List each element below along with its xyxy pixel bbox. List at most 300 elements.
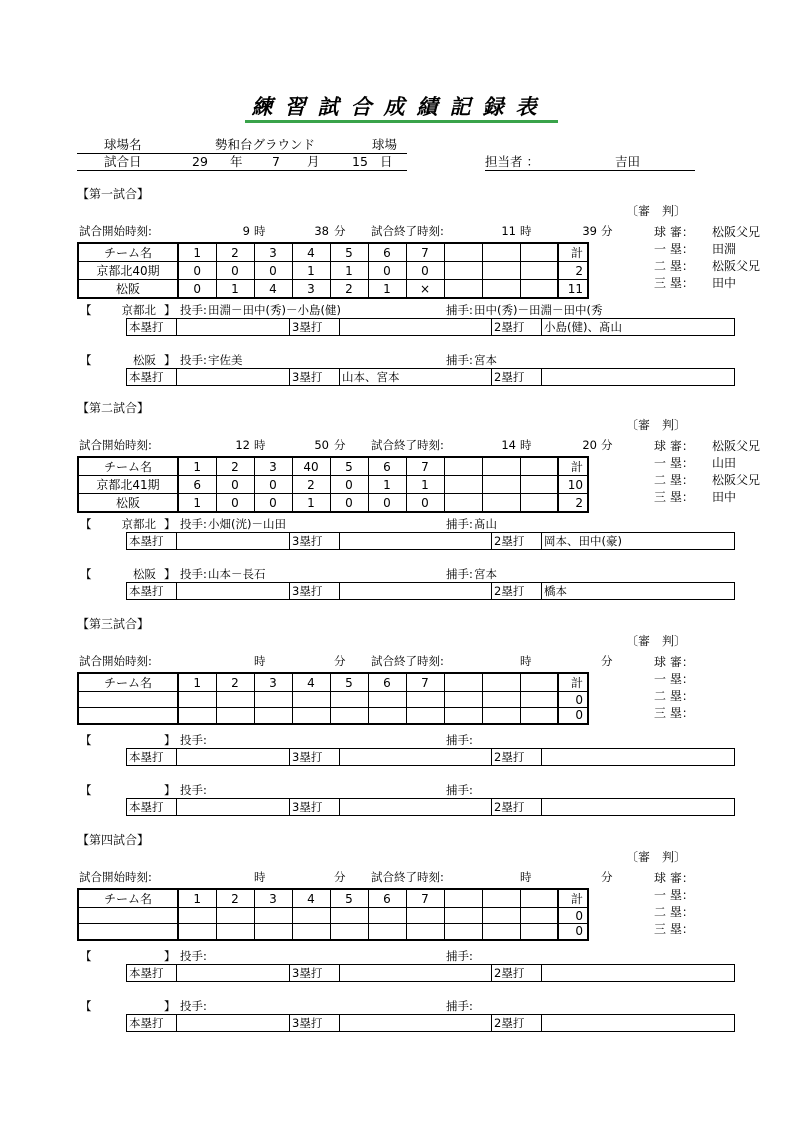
date-month-unit: 月 bbox=[307, 154, 320, 169]
team-total: 2 bbox=[558, 494, 588, 513]
inning-number: 40 bbox=[292, 457, 330, 476]
end-hour: 14 bbox=[501, 438, 516, 452]
minute-unit: 分 bbox=[601, 654, 613, 668]
double-players bbox=[542, 369, 735, 386]
home-umpire-label: 球 審： bbox=[654, 225, 694, 239]
title-underline bbox=[245, 120, 558, 123]
inning-score: 0 bbox=[178, 280, 216, 299]
team-name bbox=[78, 708, 178, 724]
pitcher-label: 投手: bbox=[180, 949, 207, 963]
end-hour: 11 bbox=[501, 224, 516, 238]
hits-table bbox=[126, 1014, 735, 1032]
inning-score bbox=[444, 908, 482, 924]
pitcher-label: 投手: bbox=[180, 517, 207, 531]
inning-score: × bbox=[406, 280, 444, 299]
pitchers: 山本－長石 bbox=[208, 567, 266, 581]
start-minute: 38 bbox=[314, 224, 329, 238]
catcher-label: 捕手: bbox=[446, 353, 473, 367]
double-players bbox=[542, 965, 735, 982]
home-umpire-label: 球 審： bbox=[654, 871, 694, 885]
catchers: 宮本 bbox=[474, 353, 497, 367]
end-minute: 39 bbox=[582, 224, 597, 238]
pitcher-label: 投手: bbox=[180, 353, 207, 367]
inning-number: 3 bbox=[254, 457, 292, 476]
minute-unit: 分 bbox=[334, 438, 346, 452]
team-name: 京都北40期 bbox=[78, 262, 178, 280]
start-hour: 12 bbox=[235, 438, 250, 452]
inning-number: 7 bbox=[406, 457, 444, 476]
inning-score bbox=[520, 262, 558, 280]
inning-score bbox=[406, 908, 444, 924]
double-players: 橋本 bbox=[542, 583, 735, 600]
inning-number: 6 bbox=[368, 889, 406, 908]
inning-number bbox=[482, 889, 520, 908]
inning-score: 1 bbox=[368, 476, 406, 494]
catchers: 田中(秀)－田淵－田中(秀 bbox=[474, 303, 603, 317]
manager-underline bbox=[485, 170, 695, 171]
inning-score: 4 bbox=[254, 280, 292, 299]
date-label: 試合日 bbox=[104, 154, 142, 169]
inning-score bbox=[368, 708, 406, 724]
start-time-label: 試合開始時刻: bbox=[79, 224, 152, 238]
home-umpire: 松阪父兄 bbox=[712, 439, 761, 453]
team-name bbox=[78, 908, 178, 924]
venue-value: 勢和台グラウンド bbox=[215, 137, 316, 152]
triple-label: 3塁打 bbox=[290, 319, 340, 336]
team-total: 0 bbox=[558, 692, 588, 708]
triple-players bbox=[340, 583, 492, 600]
game-section bbox=[0, 834, 800, 1044]
manager-label: 担当者 ： bbox=[485, 154, 539, 169]
hits-row bbox=[127, 1015, 735, 1032]
inning-number: 3 bbox=[254, 889, 292, 908]
first-umpire: 田淵 bbox=[712, 242, 737, 256]
team-name bbox=[78, 692, 178, 708]
inning-number: 5 bbox=[330, 457, 368, 476]
inning-score bbox=[368, 692, 406, 708]
inning-score bbox=[520, 280, 558, 299]
end-time-label: 試合終了時刻: bbox=[371, 438, 444, 452]
double-players bbox=[542, 799, 735, 816]
inning-score bbox=[292, 708, 330, 724]
inning-score bbox=[292, 924, 330, 940]
date-underline bbox=[77, 170, 407, 171]
umpire-title: 〔審 判〕 bbox=[626, 204, 687, 218]
pitcher-label: 投手: bbox=[180, 733, 207, 747]
game-title: 【第三試合】 bbox=[77, 617, 150, 631]
inning-score bbox=[482, 262, 520, 280]
inning-score bbox=[482, 924, 520, 940]
triple-players bbox=[340, 319, 492, 336]
triple-label: 3塁打 bbox=[290, 965, 340, 982]
end-time-label: 試合終了時刻: bbox=[371, 224, 444, 238]
inning-number: 2 bbox=[216, 457, 254, 476]
start-time-label: 試合開始時刻: bbox=[79, 870, 152, 884]
home-run-players bbox=[177, 1015, 290, 1032]
triple-players bbox=[340, 749, 492, 766]
third-umpire: 田中 bbox=[712, 276, 737, 290]
hour-unit: 時 bbox=[254, 224, 266, 238]
home-umpire: 松阪父兄 bbox=[712, 225, 761, 239]
inning-score: 1 bbox=[292, 262, 330, 280]
team-row bbox=[78, 494, 588, 513]
team-total: 0 bbox=[558, 708, 588, 724]
second-umpire-label: 二 塁： bbox=[654, 689, 694, 703]
team-row bbox=[78, 924, 588, 940]
triple-label: 3塁打 bbox=[290, 799, 340, 816]
inning-score bbox=[482, 494, 520, 513]
inning-score bbox=[216, 692, 254, 708]
date-day: 15 bbox=[352, 154, 368, 169]
team-name: 松阪 bbox=[78, 494, 178, 513]
minute-unit: 分 bbox=[334, 870, 346, 884]
inning-score bbox=[254, 908, 292, 924]
third-umpire-label: 三 塁： bbox=[654, 706, 694, 720]
bracket-open: 【 bbox=[80, 517, 92, 531]
inning-score bbox=[216, 708, 254, 724]
game-section bbox=[0, 188, 800, 398]
inning-number: 4 bbox=[292, 889, 330, 908]
home-run-players bbox=[177, 533, 290, 550]
inning-number bbox=[444, 889, 482, 908]
team-name: 京都北41期 bbox=[78, 476, 178, 494]
inning-score bbox=[406, 708, 444, 724]
hour-unit: 時 bbox=[520, 870, 532, 884]
scoreboard bbox=[77, 888, 589, 941]
team-name-header: チーム名 bbox=[78, 243, 178, 262]
bracket-open: 【 bbox=[80, 733, 92, 747]
inning-number: 2 bbox=[216, 889, 254, 908]
inning-header-row bbox=[78, 673, 588, 692]
team-total: 11 bbox=[558, 280, 588, 299]
inning-score: 0 bbox=[216, 262, 254, 280]
triple-players bbox=[340, 799, 492, 816]
home-run-label: 本塁打 bbox=[127, 749, 177, 766]
total-header: 計 bbox=[558, 673, 588, 692]
inning-score: 0 bbox=[368, 494, 406, 513]
hits-row bbox=[127, 369, 735, 386]
home-run-label: 本塁打 bbox=[127, 965, 177, 982]
hour-unit: 時 bbox=[520, 438, 532, 452]
double-label: 2塁打 bbox=[492, 1015, 542, 1032]
inning-number: 2 bbox=[216, 673, 254, 692]
inning-number bbox=[520, 673, 558, 692]
team-row bbox=[78, 476, 588, 494]
inning-score bbox=[178, 692, 216, 708]
game-section bbox=[0, 618, 800, 828]
inning-number bbox=[444, 457, 482, 476]
minute-unit: 分 bbox=[601, 224, 613, 238]
manager-value: 吉田 bbox=[615, 154, 641, 169]
inning-header-row bbox=[78, 889, 588, 908]
inning-score bbox=[216, 908, 254, 924]
inning-score bbox=[330, 708, 368, 724]
bracket-open: 【 bbox=[80, 567, 92, 581]
inning-score bbox=[444, 476, 482, 494]
first-umpire-label: 一 塁： bbox=[654, 672, 694, 686]
bracket-close: 】 bbox=[164, 733, 176, 747]
scoreboard bbox=[77, 456, 589, 513]
team-total: 10 bbox=[558, 476, 588, 494]
triple-label: 3塁打 bbox=[290, 533, 340, 550]
inning-score: 3 bbox=[292, 280, 330, 299]
pitcher-label: 投手: bbox=[180, 783, 207, 797]
pitchers: 小畑(洸)－山田 bbox=[208, 517, 286, 531]
battery-team: 京都北 bbox=[121, 303, 156, 317]
team-row bbox=[78, 908, 588, 924]
team-name-header: チーム名 bbox=[78, 673, 178, 692]
hour-unit: 時 bbox=[520, 654, 532, 668]
inning-score: 6 bbox=[178, 476, 216, 494]
inning-score: 1 bbox=[292, 494, 330, 513]
inning-number: 4 bbox=[292, 673, 330, 692]
inning-score: 0 bbox=[254, 476, 292, 494]
hour-unit: 時 bbox=[520, 224, 532, 238]
inning-header-row bbox=[78, 243, 588, 262]
inning-score bbox=[520, 692, 558, 708]
home-run-players bbox=[177, 799, 290, 816]
triple-players bbox=[340, 965, 492, 982]
home-run-label: 本塁打 bbox=[127, 369, 177, 386]
second-umpire: 松阪父兄 bbox=[712, 473, 761, 487]
bracket-close: 】 bbox=[164, 783, 176, 797]
start-time-label: 試合開始時刻: bbox=[79, 654, 152, 668]
catchers: 宮本 bbox=[474, 567, 497, 581]
double-label: 2塁打 bbox=[492, 533, 542, 550]
home-run-players bbox=[177, 965, 290, 982]
team-row bbox=[78, 708, 588, 724]
double-label: 2塁打 bbox=[492, 965, 542, 982]
date-year: 29 bbox=[192, 154, 208, 169]
inning-header-row bbox=[78, 457, 588, 476]
game-title: 【第一試合】 bbox=[77, 187, 150, 201]
double-players: 岡本、田中(豪) bbox=[542, 533, 735, 550]
first-umpire-label: 一 塁： bbox=[654, 888, 694, 902]
hour-unit: 時 bbox=[254, 654, 266, 668]
total-header: 計 bbox=[558, 457, 588, 476]
inning-score: 0 bbox=[254, 262, 292, 280]
team-name-header: チーム名 bbox=[78, 457, 178, 476]
team-row bbox=[78, 280, 588, 299]
team-row bbox=[78, 692, 588, 708]
inning-number: 6 bbox=[368, 673, 406, 692]
catcher-label: 捕手: bbox=[446, 733, 473, 747]
third-umpire-label: 三 塁： bbox=[654, 490, 694, 504]
inning-score: 1 bbox=[368, 280, 406, 299]
bracket-close: 】 bbox=[164, 999, 176, 1013]
battery-team: 京都北 bbox=[121, 517, 156, 531]
game-title: 【第四試合】 bbox=[77, 833, 150, 847]
minute-unit: 分 bbox=[334, 224, 346, 238]
inning-number: 1 bbox=[178, 673, 216, 692]
home-run-players bbox=[177, 319, 290, 336]
second-umpire-label: 二 塁： bbox=[654, 259, 694, 273]
inning-score bbox=[330, 692, 368, 708]
triple-label: 3塁打 bbox=[290, 749, 340, 766]
hits-row bbox=[127, 583, 735, 600]
hour-unit: 時 bbox=[254, 438, 266, 452]
inning-score bbox=[520, 924, 558, 940]
inning-number: 7 bbox=[406, 673, 444, 692]
home-run-players bbox=[177, 369, 290, 386]
bracket-close: 】 bbox=[164, 517, 176, 531]
home-run-players bbox=[177, 749, 290, 766]
bracket-open: 【 bbox=[80, 303, 92, 317]
venue-label: 球場名 bbox=[104, 137, 142, 152]
home-run-label: 本塁打 bbox=[127, 319, 177, 336]
start-time-label: 試合開始時刻: bbox=[79, 438, 152, 452]
bracket-close: 】 bbox=[164, 303, 176, 317]
double-label: 2塁打 bbox=[492, 583, 542, 600]
third-umpire-label: 三 塁： bbox=[654, 276, 694, 290]
inning-number: 2 bbox=[216, 243, 254, 262]
inning-score bbox=[444, 708, 482, 724]
start-hour: 9 bbox=[242, 224, 250, 238]
double-label: 2塁打 bbox=[492, 799, 542, 816]
team-row bbox=[78, 262, 588, 280]
bracket-open: 【 bbox=[80, 353, 92, 367]
inning-score bbox=[482, 692, 520, 708]
first-umpire-label: 一 塁： bbox=[654, 242, 694, 256]
inning-score bbox=[406, 692, 444, 708]
inning-number: 1 bbox=[178, 889, 216, 908]
inning-score bbox=[406, 924, 444, 940]
inning-score bbox=[178, 924, 216, 940]
hits-table bbox=[126, 582, 735, 600]
inning-score bbox=[216, 924, 254, 940]
battery-team: 松阪 bbox=[133, 353, 156, 367]
inning-number: 7 bbox=[406, 889, 444, 908]
inning-number bbox=[520, 889, 558, 908]
hits-table bbox=[126, 368, 735, 386]
minute-unit: 分 bbox=[601, 438, 613, 452]
team-total: 0 bbox=[558, 908, 588, 924]
third-umpire-label: 三 塁： bbox=[654, 922, 694, 936]
inning-number bbox=[444, 673, 482, 692]
game-section bbox=[0, 402, 800, 612]
inning-score bbox=[520, 476, 558, 494]
inning-score bbox=[444, 280, 482, 299]
scoreboard bbox=[77, 242, 589, 299]
inning-score bbox=[254, 708, 292, 724]
hits-table bbox=[126, 964, 735, 982]
inning-score: 0 bbox=[178, 262, 216, 280]
catcher-label: 捕手: bbox=[446, 949, 473, 963]
inning-score: 0 bbox=[406, 494, 444, 513]
first-umpire-label: 一 塁： bbox=[654, 456, 694, 470]
team-name-header: チーム名 bbox=[78, 889, 178, 908]
double-label: 2塁打 bbox=[492, 749, 542, 766]
inning-score: 2 bbox=[292, 476, 330, 494]
bracket-close: 】 bbox=[164, 567, 176, 581]
double-players bbox=[542, 749, 735, 766]
inning-number: 7 bbox=[406, 243, 444, 262]
inning-number bbox=[482, 243, 520, 262]
inning-score bbox=[520, 494, 558, 513]
end-time-label: 試合終了時刻: bbox=[371, 870, 444, 884]
inning-number: 5 bbox=[330, 889, 368, 908]
total-header: 計 bbox=[558, 243, 588, 262]
end-minute: 20 bbox=[582, 438, 597, 452]
home-run-label: 本塁打 bbox=[127, 533, 177, 550]
inning-number: 5 bbox=[330, 243, 368, 262]
triple-players bbox=[340, 1015, 492, 1032]
minute-unit: 分 bbox=[601, 870, 613, 884]
catcher-label: 捕手: bbox=[446, 567, 473, 581]
pitcher-label: 投手: bbox=[180, 303, 207, 317]
hour-unit: 時 bbox=[254, 870, 266, 884]
date-year-unit: 年 bbox=[230, 154, 243, 169]
double-players: 小島(健)、髙山 bbox=[542, 319, 735, 336]
hits-table bbox=[126, 532, 735, 550]
umpire-title: 〔審 判〕 bbox=[626, 634, 687, 648]
inning-score: 0 bbox=[254, 494, 292, 513]
inning-score: 1 bbox=[406, 476, 444, 494]
inning-score: 1 bbox=[216, 280, 254, 299]
team-name bbox=[78, 924, 178, 940]
total-header: 計 bbox=[558, 889, 588, 908]
pitcher-label: 投手: bbox=[180, 567, 207, 581]
home-run-players bbox=[177, 583, 290, 600]
double-label: 2塁打 bbox=[492, 369, 542, 386]
battery-team: 松阪 bbox=[133, 567, 156, 581]
inning-score bbox=[330, 908, 368, 924]
inning-number: 4 bbox=[292, 243, 330, 262]
third-umpire: 田中 bbox=[712, 490, 737, 504]
second-umpire-label: 二 塁： bbox=[654, 905, 694, 919]
inning-number bbox=[482, 673, 520, 692]
inning-score bbox=[292, 692, 330, 708]
catcher-label: 捕手: bbox=[446, 303, 473, 317]
hits-row bbox=[127, 749, 735, 766]
date-day-unit: 日 bbox=[380, 154, 393, 169]
inning-score bbox=[444, 692, 482, 708]
inning-score: 0 bbox=[216, 476, 254, 494]
inning-score bbox=[482, 476, 520, 494]
inning-score bbox=[254, 692, 292, 708]
hits-row bbox=[127, 533, 735, 550]
inning-score bbox=[444, 924, 482, 940]
hits-table bbox=[126, 748, 735, 766]
game-title: 【第二試合】 bbox=[77, 401, 150, 415]
inning-score: 2 bbox=[330, 280, 368, 299]
inning-score: 0 bbox=[406, 262, 444, 280]
pitcher-label: 投手: bbox=[180, 999, 207, 1013]
triple-players: 山本、宮本 bbox=[340, 369, 492, 386]
bracket-open: 【 bbox=[80, 999, 92, 1013]
inning-number: 6 bbox=[368, 457, 406, 476]
team-total: 2 bbox=[558, 262, 588, 280]
catcher-label: 捕手: bbox=[446, 783, 473, 797]
bracket-close: 】 bbox=[164, 353, 176, 367]
inning-score: 1 bbox=[178, 494, 216, 513]
inning-number: 1 bbox=[178, 457, 216, 476]
inning-score bbox=[292, 908, 330, 924]
end-time-label: 試合終了時刻: bbox=[371, 654, 444, 668]
inning-score bbox=[254, 924, 292, 940]
inning-number: 5 bbox=[330, 673, 368, 692]
triple-label: 3塁打 bbox=[290, 583, 340, 600]
inning-score: 1 bbox=[330, 262, 368, 280]
triple-label: 3塁打 bbox=[290, 369, 340, 386]
catcher-label: 捕手: bbox=[446, 517, 473, 531]
inning-number: 3 bbox=[254, 673, 292, 692]
catchers: 髙山 bbox=[474, 517, 497, 531]
hits-table bbox=[126, 318, 735, 336]
pitchers: 宇佐美 bbox=[208, 353, 243, 367]
bracket-close: 】 bbox=[164, 949, 176, 963]
triple-players bbox=[340, 533, 492, 550]
